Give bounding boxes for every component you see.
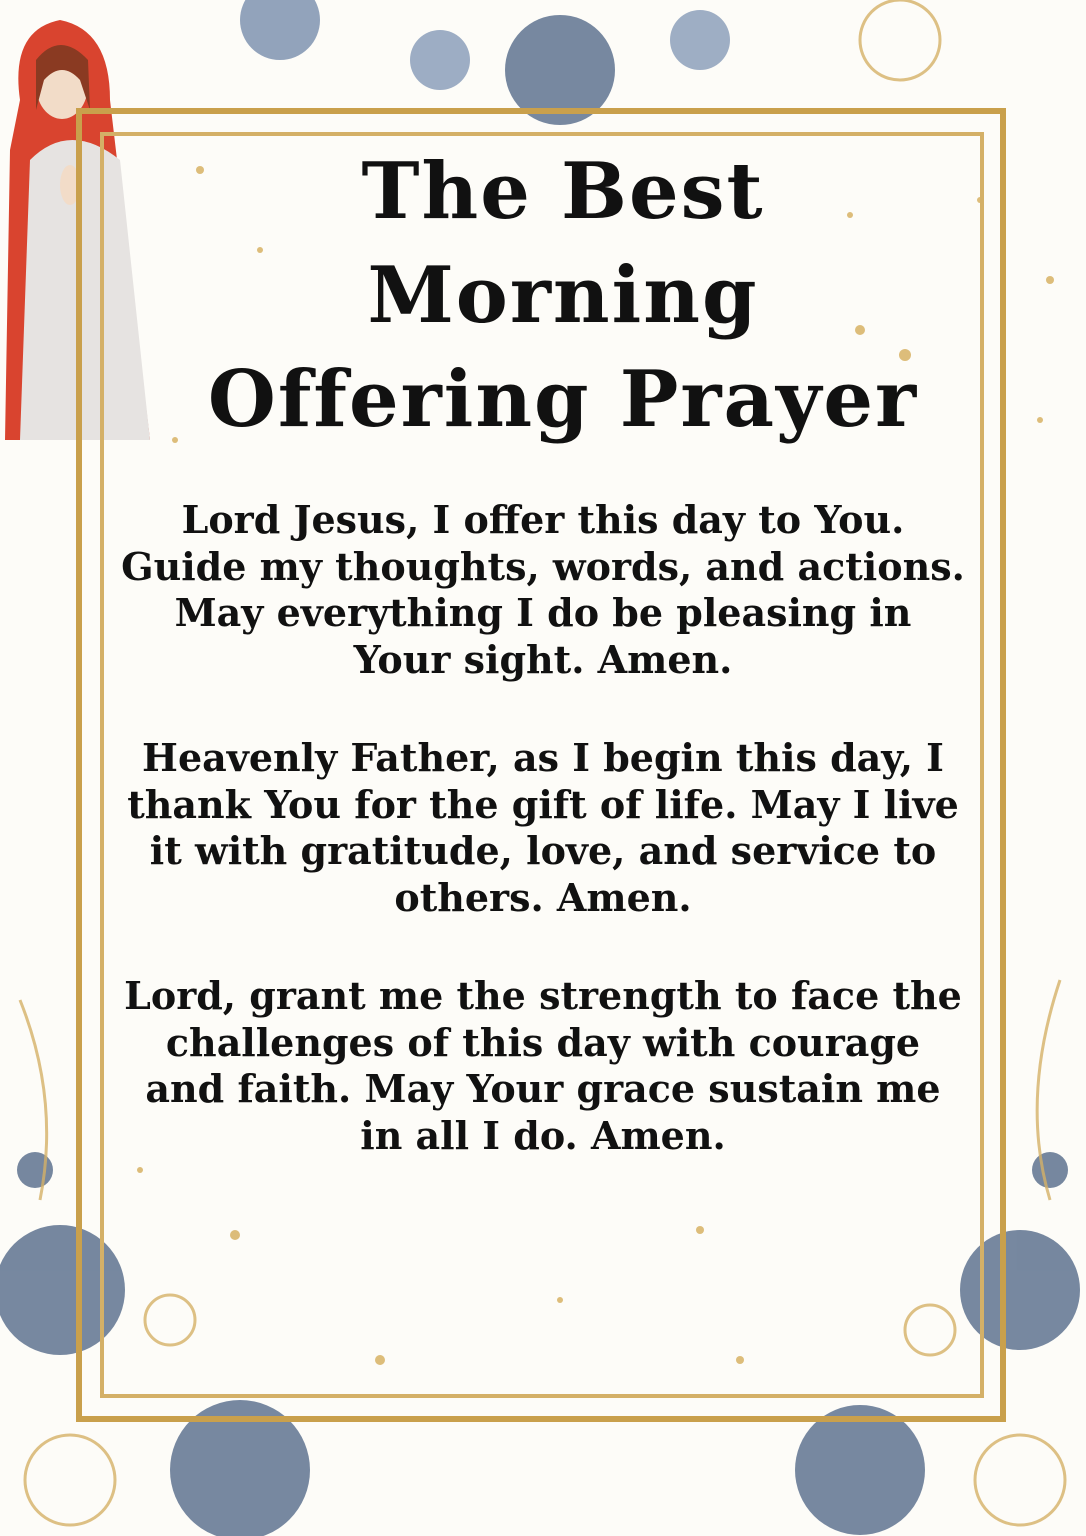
title-line: Morning [367, 250, 759, 341]
prayer-paragraph: Heavenly Father, as I begin this day, I thank You for the gift of life. May I live it with gratitude, love, and service to others. Amen. [127, 735, 959, 920]
title-line: Offering Prayer [207, 354, 919, 445]
prayer-paragraph: Lord, grant me the strength to face the challenges of this day with courage and faith. May Your grace sustain me in all I do. Amen. [124, 973, 962, 1158]
page-title [0, 140, 1086, 452]
prayer-paragraph: Lord Jesus, I offer this day to You. Guide my thoughts, words, and actions. May everything I do be pleasing in Your sight. Amen. [121, 497, 965, 682]
title-line: The Best [361, 146, 765, 237]
